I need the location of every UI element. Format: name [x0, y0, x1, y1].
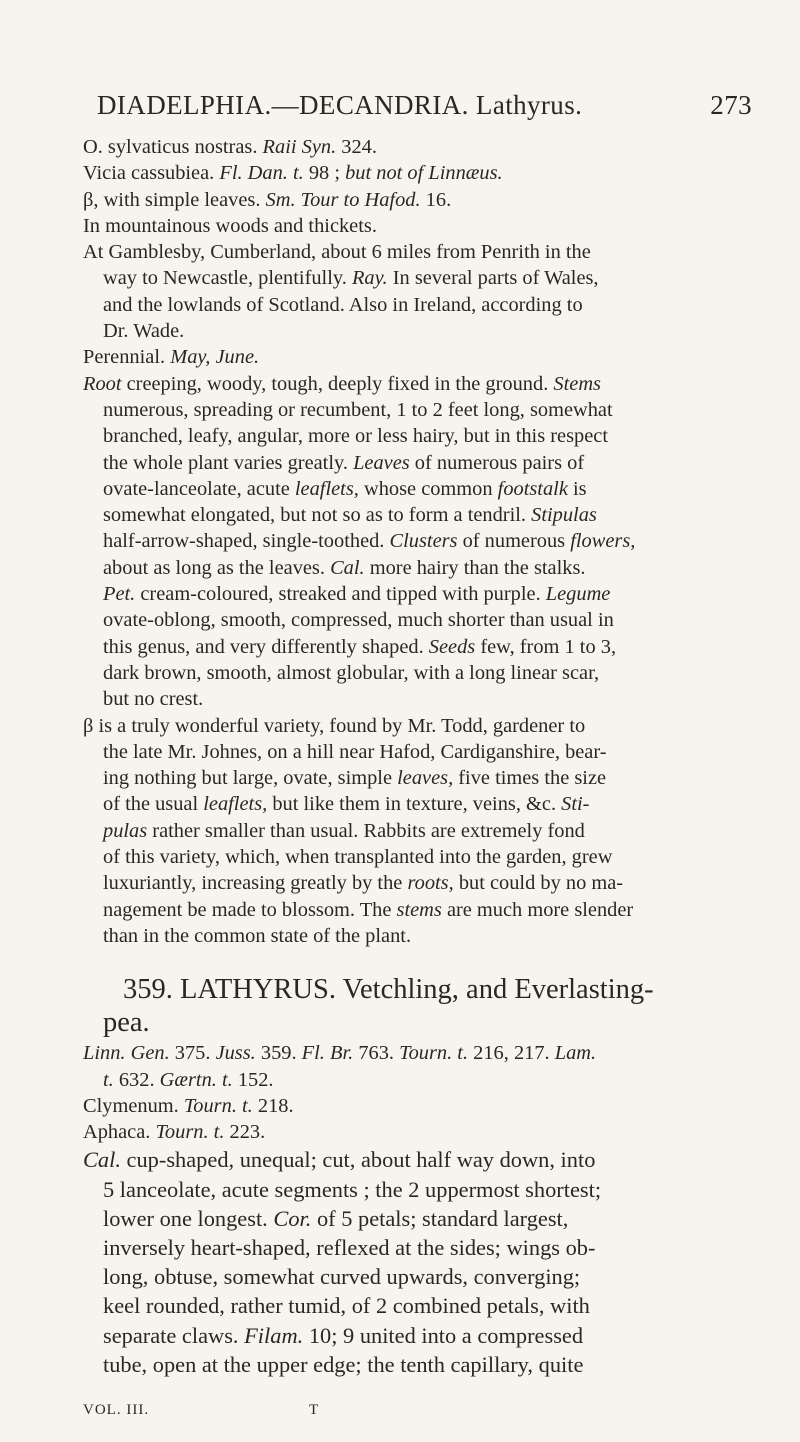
italic-text: Filam.	[244, 1322, 304, 1348]
text-run: 216, 217.	[468, 1042, 555, 1065]
running-title: DIADELPHIA.—DECANDRIA. Lathyrus.	[97, 90, 583, 120]
text-line	[83, 239, 765, 265]
text-run: branched, leafy, angular, more or less hairy, but in this respect	[103, 425, 608, 448]
text-run: 98 ;	[303, 162, 346, 185]
text-run: and the lowlands of Scotland. Also in Ireland, according to	[103, 293, 583, 316]
text-run: of numerous	[457, 530, 571, 553]
text-run: 375.	[169, 1042, 216, 1065]
text-line	[83, 791, 765, 817]
text-line	[83, 870, 765, 896]
text-run: of 5 petals; standard largest,	[311, 1205, 569, 1231]
italic-text: footstalk	[497, 477, 568, 500]
text-line	[83, 502, 765, 528]
text-line	[83, 818, 765, 844]
signature-mark: T	[309, 1402, 320, 1418]
text-line	[83, 1067, 765, 1093]
text-run: lower one longest.	[103, 1205, 274, 1231]
text-run: 763.	[353, 1042, 400, 1065]
text-run: dark brown, smooth, almost globular, with a long linear scar,	[103, 661, 600, 684]
text-run: numerous, spreading or recumbent, 1 to 2 feet long, somewhat	[103, 398, 613, 421]
italic-text: leaflets,	[294, 477, 359, 500]
text-run: half-arrow-shaped, single-toothed.	[103, 530, 390, 553]
text-run: long, obtuse, somewhat curved upwards, converging;	[103, 1264, 581, 1290]
italic-text: Stems	[553, 372, 601, 395]
text-run: Aphaca.	[83, 1121, 156, 1144]
genus-references	[83, 1040, 765, 1145]
italic-text: stems	[396, 898, 442, 921]
italic-text: Stipulas	[531, 504, 597, 527]
text-line	[83, 844, 765, 870]
italic-text: Clusters	[389, 530, 458, 553]
text-run: Perennial.	[83, 346, 171, 369]
text-run: Vicia cassubiea.	[83, 162, 220, 185]
text-line	[83, 450, 765, 476]
text-run: of numerous pairs of	[409, 451, 585, 474]
text-run: whose common	[358, 477, 498, 500]
italic-text: leaves,	[397, 767, 454, 790]
text-run: 152.	[232, 1068, 274, 1091]
text-run: are much more slender	[441, 898, 634, 921]
italic-text: Sm. Tour to Hafod.	[265, 188, 421, 211]
text-run: creeping, woody, tough, deeply fixed in the ground.	[121, 372, 554, 395]
text-run: ovate-lanceolate, acute	[103, 477, 295, 500]
text-run: Clymenum.	[83, 1094, 184, 1117]
text-run: At Gamblesby, Cumberland, about 6 miles from Penrith in the	[83, 241, 591, 264]
italic-text: Tourn. t.	[155, 1121, 225, 1144]
text-line	[83, 1040, 765, 1066]
text-line	[83, 1145, 765, 1174]
italic-text: leaflets,	[203, 793, 268, 816]
text-run: 5 lanceolate, acute segments ; the 2 uppermost shortest;	[103, 1176, 602, 1202]
text-line	[83, 318, 765, 344]
text-run: β is a truly wonderful variety, found by Mr. Todd, gardener to	[83, 714, 586, 737]
text-line	[83, 1093, 765, 1119]
text-line	[83, 765, 765, 791]
text-run: but like them in texture, veins, &c.	[267, 793, 562, 816]
text-run: but no crest.	[103, 688, 204, 711]
text-run: separate claws.	[103, 1322, 245, 1348]
text-line	[83, 265, 765, 291]
text-line	[83, 476, 765, 502]
text-line	[83, 160, 765, 186]
text-run: In several parts of Wales,	[387, 267, 599, 290]
page-number: 273	[710, 90, 752, 120]
text-run: cup-shaped, unequal; cut, about half way down, into	[120, 1147, 596, 1173]
text-line	[83, 397, 765, 423]
text-line	[83, 581, 765, 607]
text-line	[83, 1262, 765, 1291]
text-run: luxuriantly, increasing greatly by the	[103, 872, 408, 895]
text-run: In mountainous woods and thickets.	[83, 214, 377, 237]
text-run: ovate-oblong, smooth, compressed, much shorter than usual in	[103, 609, 614, 632]
text-line	[83, 344, 765, 370]
italic-text: Juss.	[215, 1042, 256, 1065]
text-run: keel rounded, rather tumid, of 2 combined petals, with	[103, 1293, 590, 1319]
text-line	[83, 1233, 765, 1262]
italic-text: Linn. Gen.	[83, 1042, 170, 1065]
italic-text: Seeds	[428, 635, 476, 658]
text-run: 223.	[224, 1121, 266, 1144]
text-line	[83, 1175, 765, 1204]
italic-text: Tourn. t.	[183, 1094, 253, 1117]
text-line	[83, 923, 765, 949]
italic-text: Fl. Br.	[301, 1042, 354, 1065]
italic-text: Raii Syn.	[262, 136, 337, 158]
text-line	[83, 1350, 765, 1379]
page-footer	[83, 1402, 483, 1424]
italic-text: but not of Linnæus.	[345, 162, 503, 185]
text-line	[83, 371, 765, 397]
italic-text: Leaves	[353, 451, 410, 474]
text-line	[83, 292, 765, 318]
text-run: few, from 1 to 3,	[475, 635, 617, 658]
italic-text: Cal.	[330, 556, 365, 579]
italic-text: t.	[103, 1068, 114, 1091]
page-body	[83, 134, 765, 1379]
text-line	[83, 607, 765, 633]
running-header	[97, 90, 752, 124]
italic-text: Cor.	[273, 1205, 312, 1231]
text-line	[83, 1204, 765, 1233]
text-line	[83, 713, 765, 739]
text-line	[83, 555, 765, 581]
text-line	[83, 897, 765, 923]
volume-label: VOL. III.	[83, 1402, 150, 1418]
text-run: five times the size	[453, 767, 607, 790]
text-run: 632.	[113, 1068, 160, 1091]
genus-heading-continued: pea.	[103, 1007, 150, 1039]
text-line	[83, 1321, 765, 1350]
text-run: 324.	[336, 136, 377, 158]
italic-text: pulas	[103, 819, 148, 842]
text-line	[83, 686, 765, 712]
genus-characters	[83, 1145, 765, 1379]
text-line	[83, 1291, 765, 1320]
italic-text: Legume	[545, 583, 611, 606]
italic-text: Root	[83, 372, 122, 395]
text-run: 359.	[255, 1042, 302, 1065]
italic-text: Pet.	[103, 583, 136, 606]
italic-text: Cal.	[83, 1147, 121, 1173]
text-run: Dr. Wade.	[103, 320, 185, 343]
text-line	[83, 187, 765, 213]
text-run: is	[567, 477, 587, 500]
text-run: β, with simple leaves.	[83, 188, 266, 211]
genus-heading: 359. LATHYRUS. Vetchling, and Everlasting-	[123, 974, 654, 1006]
text-run: ing nothing but large, ovate, simple	[103, 767, 398, 790]
text-run: 16.	[420, 188, 452, 211]
text-run: of the usual	[103, 793, 204, 816]
text-run: O. sylvaticus nostras.	[83, 136, 263, 158]
text-run: tube, open at the upper edge; the tenth capillary, quite	[103, 1351, 584, 1377]
text-run: way to Newcastle, plentifully.	[103, 267, 352, 290]
species-description	[83, 134, 765, 949]
text-run: cream-coloured, streaked and tipped with purple.	[135, 583, 546, 606]
text-run: of this variety, which, when transplanted into the garden, grew	[103, 846, 613, 869]
italic-text: May, June.	[170, 346, 260, 369]
text-run: 218.	[252, 1094, 294, 1117]
text-run: the whole plant varies greatly.	[103, 451, 354, 474]
text-line	[83, 1119, 765, 1145]
text-line	[83, 213, 765, 239]
text-run: rather smaller than usual. Rabbits are extremely fond	[147, 819, 585, 842]
italic-text: Ray.	[351, 267, 388, 290]
text-run: but could by no ma-	[453, 872, 624, 895]
text-line	[83, 660, 765, 686]
text-line	[83, 634, 765, 660]
text-line	[83, 423, 765, 449]
italic-text: Sti-	[561, 793, 590, 816]
text-line	[83, 739, 765, 765]
text-run: 10; 9 united into a compressed	[303, 1322, 584, 1348]
text-run: this genus, and very differently shaped.	[103, 635, 429, 658]
text-run: than in the common state of the plant.	[103, 924, 412, 947]
text-run: about as long as the leaves.	[103, 556, 331, 579]
italic-text: Tourn. t.	[399, 1042, 469, 1065]
text-run: inversely heart-shaped, reflexed at the sides; wings ob-	[103, 1234, 596, 1260]
text-line	[83, 528, 765, 554]
italic-text: flowers,	[570, 530, 636, 553]
italic-text: roots,	[407, 872, 454, 895]
italic-text: Gærtn. t.	[159, 1068, 233, 1091]
italic-text: Lam.	[554, 1042, 597, 1065]
text-line	[83, 134, 765, 160]
text-run: somewhat elongated, but not so as to form a tendril.	[103, 504, 532, 527]
text-run: nagement be made to blossom. The	[103, 898, 397, 921]
italic-text: Fl. Dan. t.	[219, 162, 304, 185]
text-run: more hairy than the stalks.	[364, 556, 586, 579]
text-run: the late Mr. Johnes, on a hill near Hafod, Cardiganshire, bear-	[103, 740, 607, 763]
